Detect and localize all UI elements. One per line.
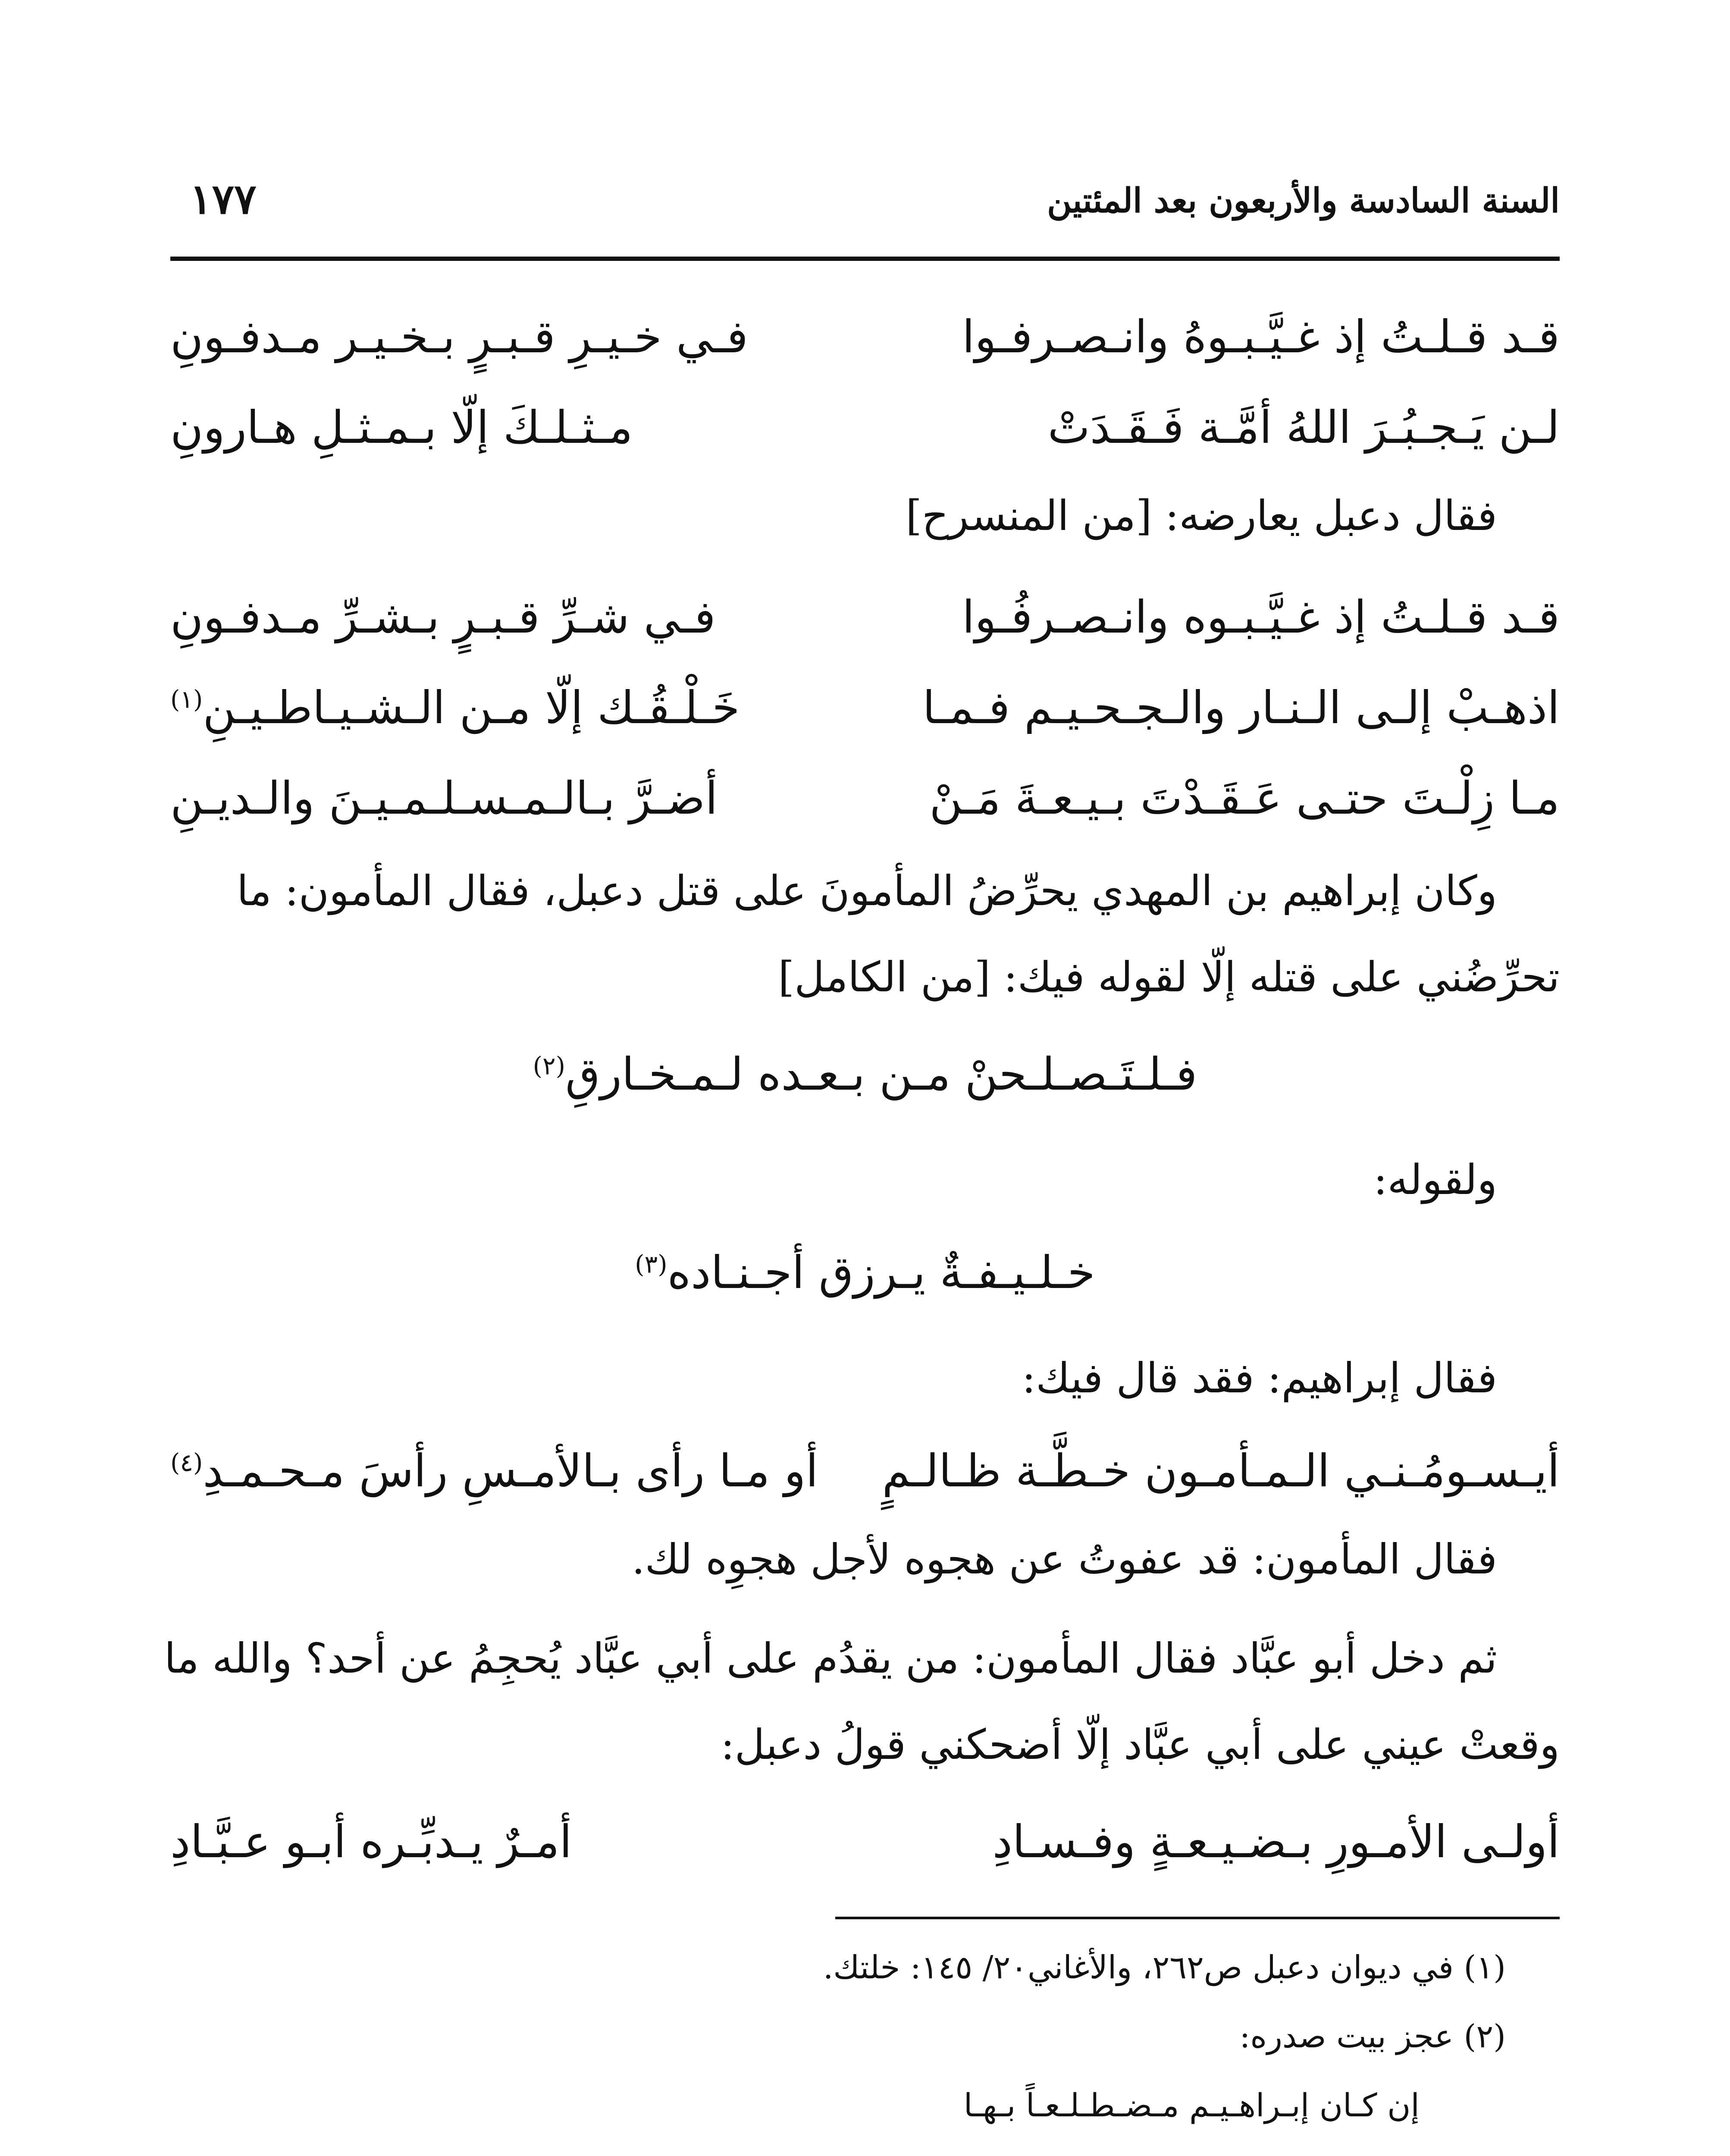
verse-first-hemistich: أيـسـومُـنـي الـمـأمـون خـطَّـة ظـالـمٍ: [882, 1445, 1560, 1497]
footnote-marker: (٣): [635, 1250, 668, 1279]
verse-second-hemistich: [170, 1445, 818, 1497]
verse-first-hemistich: أولـى الأمـورِ بـضـيـعـةٍ وفـسـادِ: [992, 1815, 1560, 1868]
meter-intro: فقال دعبل يعارضه: [من المنسرح]: [906, 492, 1497, 540]
verse-line: [170, 772, 1560, 837]
prose-line: وقعتْ عيني على أبي عبَّاد إلّا أضحكني قولُ دعبل:: [721, 1720, 1560, 1769]
verse-first-hemistich: قـد قـلـتُ إذ غـيَّـبـوه وانـصـرفُـوا: [962, 591, 1560, 643]
verse-second-hemistich: مـثـلـكَ إلّا بـمـثـلِ هـارونِ: [170, 401, 633, 454]
prose-line: وكان إبراهيم بن المهدي يحرِّضُ المأمونَ على قتل دعبل، فقال المأمون: ما: [237, 867, 1497, 915]
prose-line: تحرِّضُني على قتله إلّا لقوله فيك: [من الكامل]: [778, 953, 1560, 1001]
prose-line: ولقوله:: [1373, 1156, 1497, 1204]
header-divider: [170, 257, 1560, 261]
footnote-marker: (١): [170, 685, 203, 714]
verse-first-hemistich: اذهـبْ إلـى الـنـار والـجـحـيـم فـمـا: [922, 681, 1560, 734]
footnote-verse: إن كـان إبـراهـيـم مـضـطـلـعـاً بـهـا: [963, 2087, 1420, 2124]
footnote-divider: [835, 1917, 1560, 1919]
prose-line: فقال إبراهيم: فقد قال فيك:: [1022, 1354, 1497, 1402]
verse-line: [170, 401, 1560, 466]
verse-line: [170, 1815, 1560, 1880]
verse-line: [170, 591, 1560, 655]
verse-line: [170, 681, 1560, 746]
verse-second-hemistich: فـي خـيـرِ قـبـرٍ بـخـيـر مـدفـونِ: [170, 310, 748, 363]
verse-line: [170, 1445, 1560, 1509]
verse-text: فـلـتَـصـلـحنْ مـن بـعـده لـمـخـارقِ: [565, 1048, 1197, 1100]
footnote-marker: (٢): [533, 1052, 565, 1081]
centered-hemistich: [0, 1048, 1730, 1100]
verse-text: خَـلْـقُـك إلّا مـن الـشـيـاطـيـنِ: [203, 681, 740, 734]
verse-second-hemistich: فـي شـرِّ قـبـرٍ بـشـرِّ مـدفـونِ: [170, 591, 716, 643]
verse-first-hemistich: قـد قـلـتُ إذ غـيَّـبـوهُ وانـصـرفـوا: [962, 310, 1560, 363]
verse-line: [170, 310, 1560, 375]
verse-text: خـلـيـفـةٌ يـرزق أجـنـاده: [667, 1246, 1095, 1299]
verse-second-hemistich: أمـرٌ يـدبِّـره أبـو عـبَّـادِ: [170, 1815, 572, 1868]
verse-first-hemistich: لـن يَـجـبُـرَ اللهُ أمَّـة فَـقَـدَتْ: [1047, 401, 1560, 454]
verse-second-hemistich: أضـرَّ بـالـمـسـلـمـيـنَ والـديـنِ: [170, 772, 718, 824]
verse-second-hemistich: [170, 681, 740, 734]
centered-hemistich: [0, 1246, 1730, 1299]
prose-line: فقال المأمون: قد عفوتُ عن هجوه لأجل هجوِه لك.: [632, 1535, 1497, 1583]
verse-first-hemistich: مـا زِلْـتَ حتـى عَـقَـدْتَ بـيـعـةَ مَـنْ: [929, 772, 1560, 824]
page-number: ١٧٧: [190, 175, 257, 223]
footnote: (٢) عجز بيت صدره:: [1239, 2018, 1506, 2055]
footnote: (١) في ديوان دعبل ص٢٦٢، والأغاني٢٠/ ١٤٥: خلتك.: [823, 1949, 1506, 1986]
running-header-title: السنة السادسة والأربعون بعد المئتين: [1047, 181, 1560, 220]
verse-text: أو مـا رأى بـالأمـسِ رأسَ مـحـمـدِ: [203, 1445, 818, 1497]
footnote-marker: (٤): [170, 1448, 203, 1477]
prose-line: ثم دخل أبو عبَّاد فقال المأمون: من يقدُم على أبي عبَّاد يُحجِمُ عن أحد؟ والله ما: [164, 1634, 1497, 1683]
